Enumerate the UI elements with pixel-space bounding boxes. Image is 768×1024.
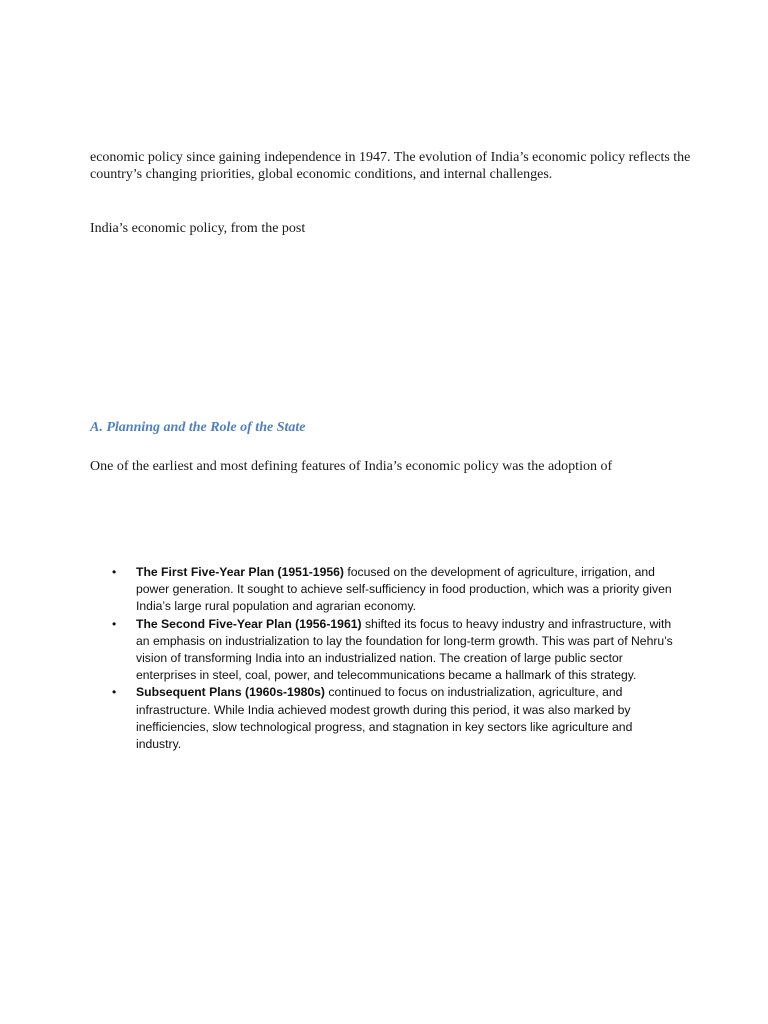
intro-paragraph: economic policy since gaining independence in 1947. The evolution of India’s economic policy reflects the country’s changing priorities, global economic conditions, and internal challenges.: [90, 150, 691, 182]
bullet-text: continued to focus on industrialization, agriculture, and infrastructure. While India achieved modest growth during this period, it was also marked by inefficiencies, slow technological progress, and stagnation in key sectors like agriculture and industry.: [136, 685, 633, 752]
second-paragraph: India’s economic policy, from the post: [90, 221, 306, 236]
bullet-title: Subsequent Plans (1960s-1980s): [136, 685, 325, 700]
list-item: [110, 616, 675, 685]
plans-bullet-list: [110, 564, 675, 753]
bullet-icon: •: [112, 565, 117, 579]
bullet-text: shifted its focus to heavy industry and infrastructure, with an emphasis on industrialization to lay the foundation for long-term growth. This was part of Nehru’s vision of transforming India into an industrialized nation. The creation of large public sector enterprises in steel, coal, power, and telecommunications became a hallmark of this strategy.: [136, 616, 673, 683]
bullet-text: focused on the development of agriculture, irrigation, and power generation. It sought to achieve self-sufficiency in food production, which was a priority given India’s large rural population and agrarian economy.: [136, 565, 672, 614]
section-paragraph: One of the earliest and most defining features of India’s economic policy was the adoption of: [90, 459, 613, 474]
bullet-icon: •: [112, 685, 117, 700]
list-item: [110, 684, 675, 753]
bullet-icon: •: [112, 616, 117, 631]
section-heading: A. Planning and the Role of the State: [90, 420, 306, 435]
bullet-title: The Second Five-Year Plan (1956-1961): [136, 616, 362, 631]
bullet-title: The First Five-Year Plan (1951-1956): [136, 565, 344, 579]
list-item: [110, 564, 675, 616]
